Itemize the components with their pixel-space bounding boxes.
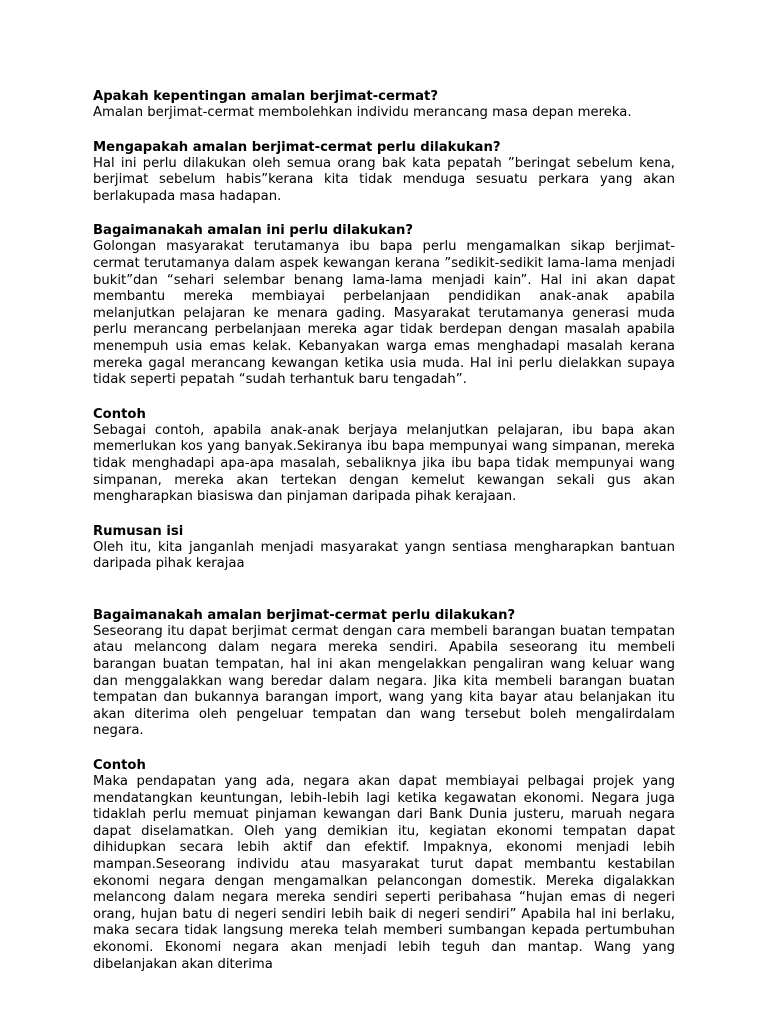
section-heading: Bagaimanakah amalan berjimat-cermat perlu dilakukan? xyxy=(93,607,516,623)
section-paragraph: Oleh itu, kita janganlah menjadi masyarakat yangn sentiasa mengharapkan bantuan daripada pihak kerajaa xyxy=(93,539,675,572)
section-heading: Rumusan isi xyxy=(93,523,184,539)
section-heading: Contoh xyxy=(93,758,146,774)
section-paragraph: Hal ini perlu dilakukan oleh semua orang bak kata pepatah ”beringat sebelum kena, berjimat sebelum habis”kerana kita tidak menduga sesuatu perkara yang akan berlakupada masa hadapan. xyxy=(93,155,675,204)
section-paragraph: Golongan masyarakat terutamanya ibu bapa perlu mengamalkan sikap berjimat-cermat terutamanya dalam aspek kewangan kerana ”sedikit-sedikit lama-lama menjadi bukit”dan “sehari selembar benang lama-lama menjadi kain”. Hal ini akan dapat membantu mereka membiayai perbelanjaan pendidikan anak-anak apabila melanjutkan pelajaran ke menara gading. Masyarakat terutamanya generasi muda perlu merancang perbelanjaan mereka agar tidak berdepan dengan masalah apabila menempuh usia emas kelak. Kebanyakan warga emas menghadapi masalah kerana mereka gagal merancang kewangan ketika usia muda. Hal ini perlu dielakkan supaya tidak seperti pepatah “sudah terhantuk baru tengadah”. xyxy=(93,239,675,388)
section-heading: Apakah kepentingan amalan berjimat-cermat? xyxy=(93,89,438,104)
section-example xyxy=(93,406,675,506)
section-heading: Contoh xyxy=(93,406,146,422)
section-heading: Bagaimanakah amalan ini perlu dilakukan? xyxy=(93,223,413,239)
section-importance xyxy=(93,88,675,122)
section-how xyxy=(93,222,675,388)
section-summary xyxy=(93,523,675,573)
section-heading: Mengapakah amalan berjimat-cermat perlu dilakukan? xyxy=(93,139,501,155)
section-paragraph: Seseorang itu dapat berjimat cermat dengan cara membeli barangan buatan tempatan atau melancong dalam negara mereka sendiri. Apabila seseorang itu membeli barangan buatan tempatan, hal ini akan mengelakkan pengaliran wang keluar wang dan menggalakkan wang beredar dalam negara. Jika kita membeli barangan buatan tempatan dan bukannya barangan import, wang yang kita bayar atau belanjakan itu akan diterima oleh pengeluar tempatan dan wang tersebut boleh mengalirdalam negara. xyxy=(93,623,675,739)
document-page xyxy=(93,88,675,990)
section-how-2 xyxy=(93,607,675,740)
section-example-2 xyxy=(93,757,675,973)
section-paragraph: Amalan berjimat-cermat membolehkan individu merancang masa depan mereka. xyxy=(93,105,632,120)
section-paragraph: Sebagai contoh, apabila anak-anak berjaya melanjutkan pelajaran, ibu bapa akan memerlukan kos yang banyak.Sekiranya ibu bapa mempunyai wang simpanan, mereka tidak menghadapi apa-apa masalah, sebaliknya jika ibu bapa tidak mempunyai wang simpanan, mereka akan tertekan dengan kemelut kewangan sekali gus akan mengharapkan biasiswa dan pinjaman daripada pihak kerajaan. xyxy=(93,422,675,505)
section-why xyxy=(93,139,675,206)
section-paragraph: Maka pendapatan yang ada, negara akan dapat membiayai pelbagai projek yang mendatangkan keuntungan, lebih-lebih lagi ketika kegawatan ekonomi. Negara juga tidaklah perlu memuat pinjaman kewangan dari Bank Dunia justeru, maruah negara dapat diselamatkan. Oleh yang demikian itu, kegiatan ekonomi tempatan dapat dihidupkan secara lebih aktif dan efektif. Impaknya, ekonomi menjadi lebih mampan.Seseorang individu atau masyarakat turut dapat membantu kestabilan ekonomi negara dengan mengamalkan pelancongan domestik. Mereka digalakkan melancong dalam negara mereka sendiri seperti peribahasa “hujan emas di negeri orang, hujan batu di negeri sendiri lebih baik di negeri sendiri” Apabila hal ini berlaku, maka secara tidak langsung mereka telah memberi sumbangan kepada pertumbuhan ekonomi. Ekonomi negara akan menjadi lebih teguh dan mantap. Wang yang dibelanjakan akan diterima xyxy=(93,774,675,972)
